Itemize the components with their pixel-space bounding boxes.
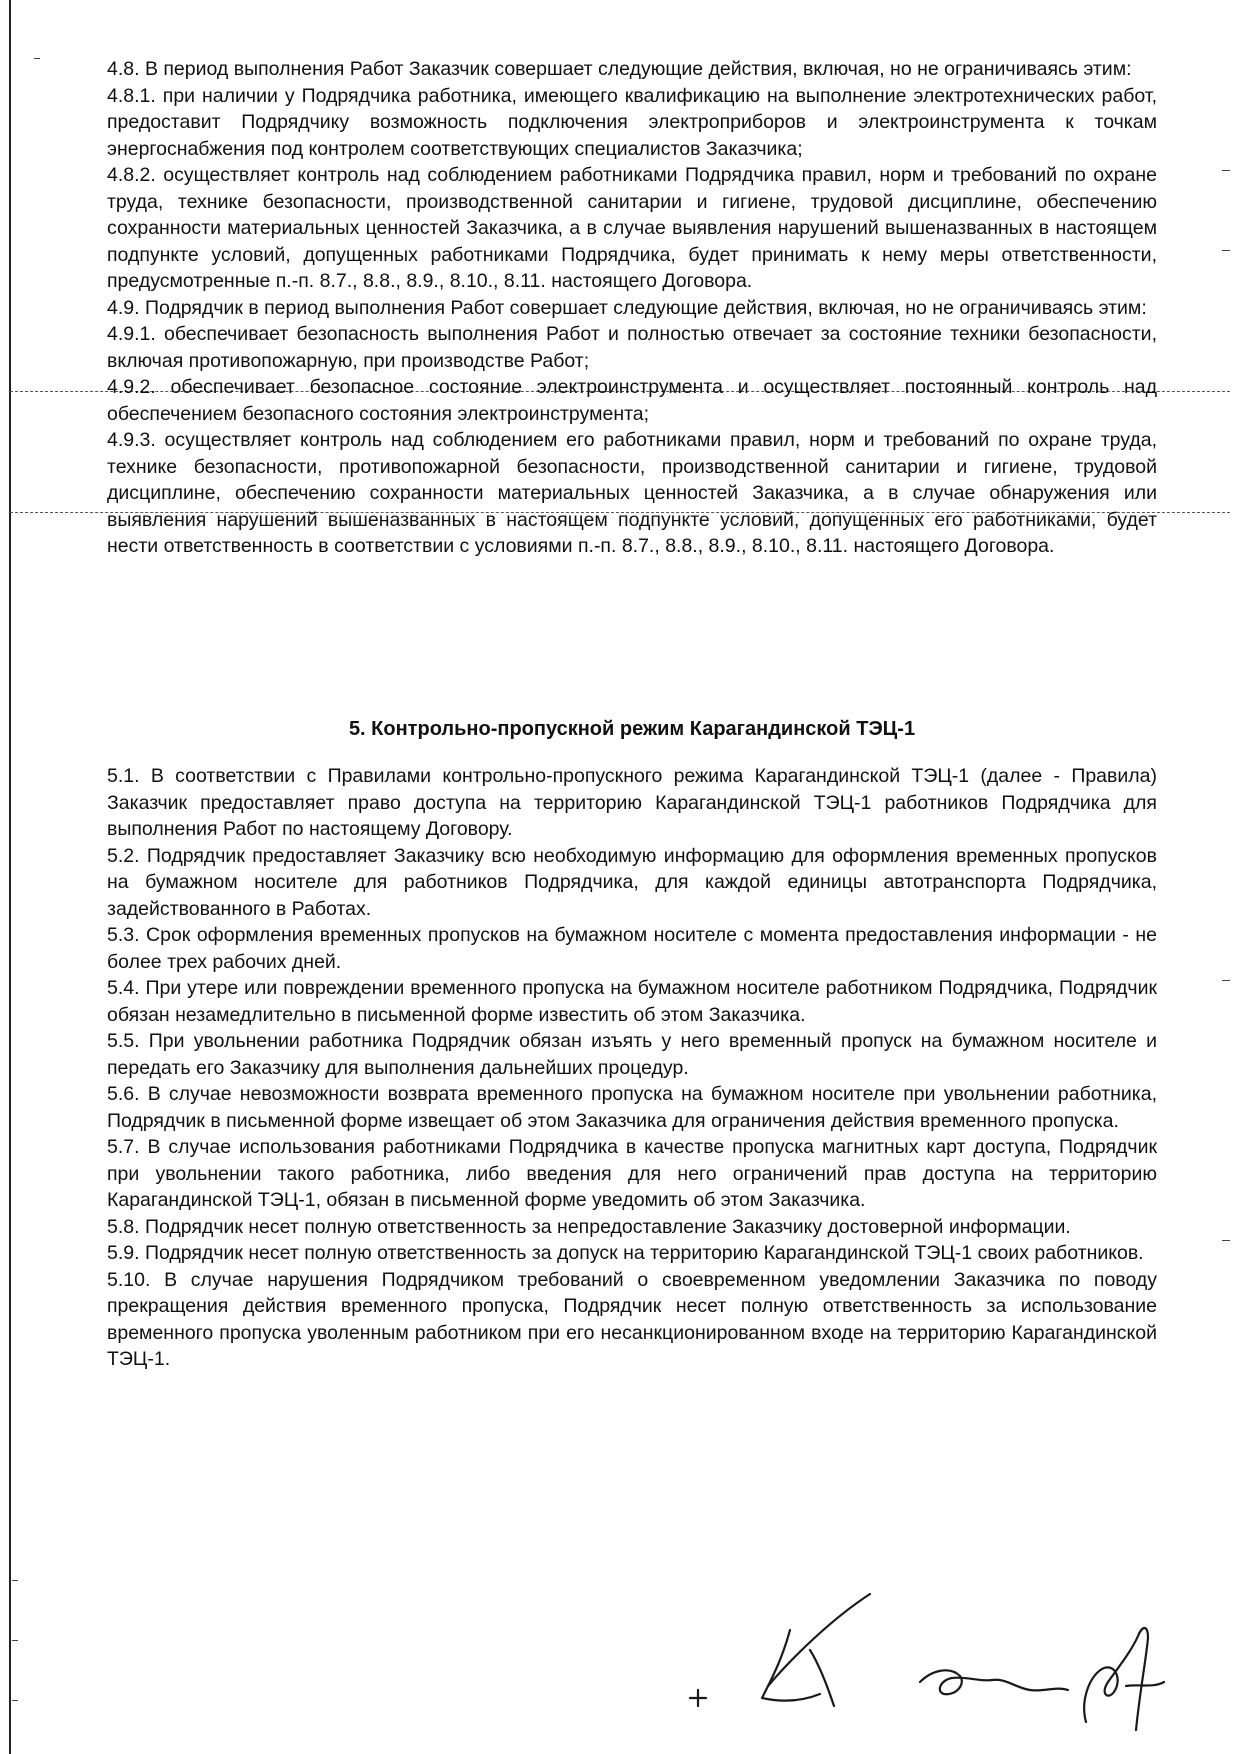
clause-5-9: 5.9. Подрядчик несет полную ответственность за допуск на территорию Карагандинской ТЭЦ-1 своих работников. — [107, 1242, 1144, 1264]
clause-4-8-1: 4.8.1. при наличии у Подрядчика работника, имеющего квалификацию на выполнение электротехнических работ, предоставит Подрядчику возможность подключения электроприборов и электроинструмента к точкам энергоснабжения под контролем соответствующих специалистов Заказчика; — [107, 84, 1157, 160]
clause-4-8: 4.8. В период выполнения Работ Заказчик совершает следующие действия, включая, но не ограничиваясь этим: — [107, 58, 1132, 80]
clause-5-2: 5.2. Подрядчик предоставляет Заказчику всю необходимую информацию для оформления временных пропусков на бумажном носителе для работников Подрядчика, для каждой единицы автотранспорта Подрядчика, задействованного в Работах. — [107, 844, 1157, 920]
scan-edge-mark — [12, 1700, 18, 1701]
scan-edge-mark — [1222, 170, 1230, 171]
binding-edge-line — [9, 0, 11, 1754]
scan-edge-mark — [34, 58, 40, 59]
scan-edge-mark — [12, 1580, 18, 1581]
clause-5-4: 5.4. При утере или повреждении временного пропуска на бумажном носителе работником Подрядчика, Подрядчик обязан незамедлительно в письменной форме известить об этом Заказчика. — [107, 977, 1157, 1026]
clause-5-8: 5.8. Подрядчик несет полную ответственность за непредоставление Заказчику достоверной информации. — [107, 1215, 1071, 1238]
clause-4-9-3: 4.9.3. осуществляет контроль над соблюдением его работниками правил, норм и требований по охране труда, технике безопасности, противопожарной безопасности, производственной санитарии и гигиене, трудовой дисциплине, обеспечению сохранности материальных ценностей Заказчика, а в случае обнаружения или выявления нарушений вышеназванных в настоящем подпункте условий, допущенных его работниками, будет нести ответственность в соответствии с условиями п.-п. 8.7., 8.8., 8.9., 8.10., 8.11. настоящего Договора. — [107, 429, 1157, 557]
signature-3 — [1084, 1628, 1148, 1730]
scan-edge-mark — [12, 1640, 18, 1641]
clause-5-10: 5.10. В случае нарушения Подрядчиком требований о своевременном уведомлении Заказчика по поводу прекращения действия временного пропуска, Подрядчик несет полную ответственность за использование временного пропуска уволенным работником при его несанкционированном входе на территорию Карагандинской ТЭЦ-1. — [107, 1268, 1157, 1370]
scan-edge-mark — [1222, 1240, 1230, 1241]
clause-5-3: 5.3. Срок оформления временных пропусков на бумажном носителе с момента предоставления информации - не более трех рабочих дней. — [107, 924, 1157, 973]
clause-5-1: 5.1. В соответствии с Правилами контрольно-пропускного режима Карагандинской ТЭЦ-1 (далее - Правила) Заказчик предоставляет право доступа на территорию Карагандинской ТЭЦ-1 работников Подрядчика для выполнения Работ по настоящему Договору. — [107, 765, 1157, 840]
scan-edge-mark — [1222, 980, 1230, 981]
clause-4-8-2: 4.8.2. осуществляет контроль над соблюдением работниками Подрядчика правил, норм и требований по охране труда, технике безопасности, производственной санитарии и гигиене, трудовой дисциплине, обеспечению сохранности материальных ценностей Заказчика, а в случае выявления нарушений вышеназванных в настоящем подпункте условий, допущенных работниками Подрядчика, будет принимать к нему меры ответственности, предусмотренные п.-п. 8.7., 8.8., 8.9., 8.10., 8.11. настоящего Договора. — [107, 164, 1157, 292]
signature-2 — [920, 1670, 1068, 1694]
section-5-text — [107, 763, 1157, 1373]
clause-5-7: 5.7. В случае использования работниками Подрядчика в качестве пропуска магнитных карт доступа, Подрядчик при увольнении такого работника, либо введения для него ограничений прав доступа на территорию Карагандинской ТЭЦ-1, обязан в письменной форме уведомить об этом Заказчика. — [107, 1136, 1157, 1211]
clause-5-6: 5.6. В случае невозможности возврата временного пропуска на бумажном носителе при увольнении работника, Подрядчик в письменной форме извещает об этом Заказчика для ограничения действия временного пропуска. — [107, 1083, 1157, 1132]
handwritten-signatures — [670, 1590, 1190, 1740]
clause-5-5: 5.5. При увольнении работника Подрядчик обязан изъять у него временный пропуск на бумажном носителе и передать его Заказчику для выполнения дальнейших процедур. — [107, 1030, 1157, 1079]
scan-edge-mark — [1222, 250, 1230, 251]
section-5-heading: 5. Контрольно-пропускной режим Карагандинской ТЭЦ-1 — [348, 718, 916, 740]
clause-4-9: 4.9. Подрядчик в период выполнения Работ совершает следующие действия, включая, но не ограничиваясь этим: — [107, 296, 1147, 319]
section-4-text — [107, 56, 1157, 560]
clause-4-9-2: 4.9.2. обеспечивает безопасное состояние электроинструмента и осуществляет постоянный контроль над обеспечением безопасного состояния электроинструмента; — [107, 376, 1157, 425]
clause-4-9-1: 4.9.1. обеспечивает безопасность выполнения Работ и полностью отвечает за состояние техники безопасности, включая противопожарную, при производстве Работ; — [107, 323, 1157, 372]
